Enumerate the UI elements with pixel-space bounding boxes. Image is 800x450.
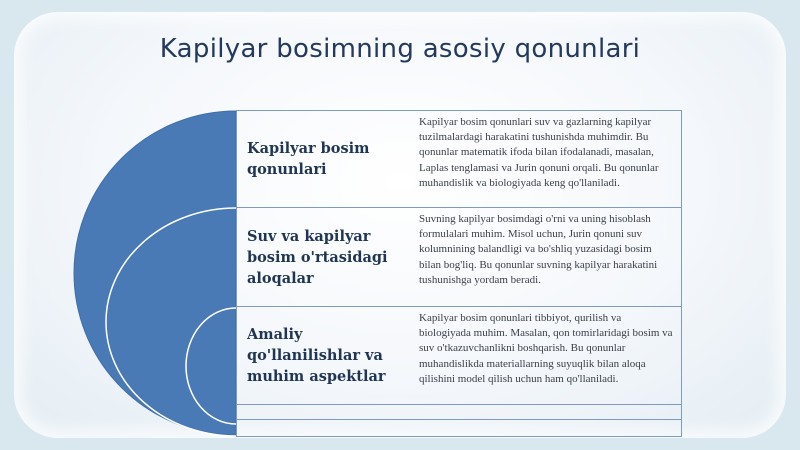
table-row-empty: [237, 405, 681, 420]
row-description: Kapilyar bosim qonunlari tibbiyot, qurilish va biologiyada muhim. Masalan, qon tomirlaridagi bosim va suv o'tkazuvchanlikni boshqarish. Bu qonunlar muhandislikda materiallarning suyuqlik bilan aloqa qilishini model qilish uchun ham qo'llaniladi.: [419, 312, 673, 385]
table-row: [237, 208, 681, 307]
row-heading: Amaliy qo'llanilishlar va muhim aspektlar: [247, 326, 386, 385]
table-row: [237, 111, 681, 208]
table-row: [237, 307, 681, 405]
row-heading: Suv va kapilyar bosim o'rtasidagi aloqalar: [247, 227, 388, 287]
table-row-empty: [237, 420, 681, 436]
row-description: Suvning kapilyar bosimdagi o'rni va uning hisoblash formulalari muhim. Misol uchun, Jurin qonuni suv kolumnining balandligi va bo'shliq yuzasidagi bosim bilan bog'liq. Bu qonunlar suvning kapilyar harakatini tushunishga yordam beradi.: [419, 213, 658, 286]
row-description: Kapilyar bosim qonunlari suv va gazlarning kapilyar tuzilmalardagi harakatini tushunishda muhimdir. Bu qonunlar matematik ifoda bilan ifodalanadi, masalan, Laplas tenglamasi va Jurin qonuni orqali. Bu qonunlar muhandislik va biologiyada keng qo'llaniladi.: [419, 116, 659, 189]
content-table: [236, 110, 682, 437]
slide-title: Kapilyar bosimning asosiy qonunlari: [159, 34, 641, 64]
outer-arc: [74, 111, 236, 435]
row-heading: Kapilyar bosim qonunlari: [247, 140, 370, 178]
